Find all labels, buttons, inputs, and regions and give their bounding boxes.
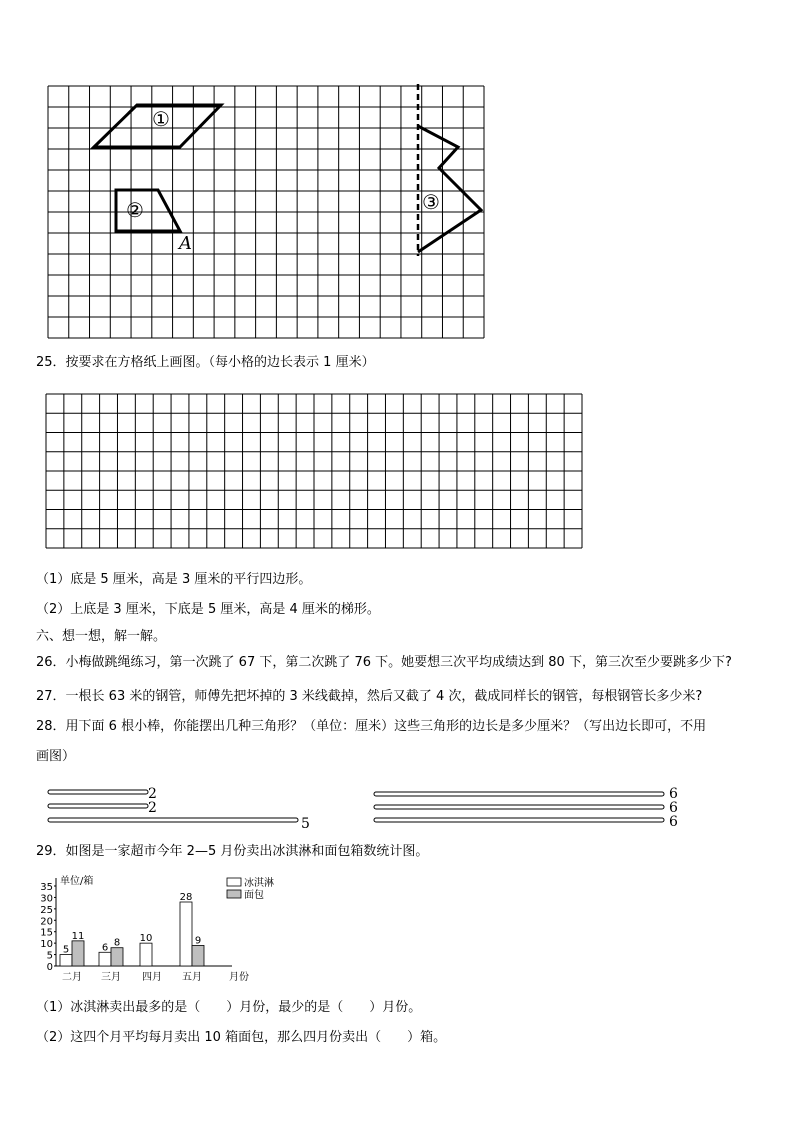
bar-icecream: [140, 943, 152, 966]
legend-swatch: [227, 878, 241, 886]
bar-icecream: [180, 902, 192, 966]
stick-6cm-a: [374, 792, 664, 796]
question-29: 29．如图是一家超市今年 2—5 月份卖出冰淇淋和面包箱数统计图。: [36, 844, 429, 859]
y-tick-label: 0: [46, 962, 53, 973]
shape-2-label: ②: [126, 198, 144, 222]
question-29-sub-1: （1）冰淇淋卖出最多的是（ ）月份，最少的是（ ）月份。: [36, 1000, 422, 1015]
y-tick-label: 25: [40, 904, 53, 916]
stick-2cm-a: [48, 790, 148, 794]
stick-label: 2: [148, 786, 157, 802]
bar-chart: [34, 872, 274, 984]
bar-value-label: 5: [62, 944, 70, 956]
question-27: 27．一根长 63 米的钢管，师傅先把坏掉的 3 米线截掉，然后又截了 4 次，截成同样长的钢管，每根钢管长多少米?: [36, 689, 703, 704]
bar-value-label: 9: [194, 935, 202, 947]
question-25-title: 25．按要求在方格纸上画图。（每小格的边长表示 1 厘米）: [36, 355, 375, 370]
bar-value-label: 28: [179, 892, 193, 903]
section-6-title: 六、想一想，解一解。: [36, 629, 167, 644]
question-28-line-2: 画图）: [36, 749, 76, 764]
bar-value-label: 10: [139, 933, 153, 945]
point-a-label: A: [179, 233, 192, 254]
stick-label: 2: [148, 800, 157, 816]
stick-6cm-c: [374, 818, 664, 822]
y-tick-label: 5: [46, 950, 53, 962]
question-28-line-1: 28．用下面 6 根小棒，你能摆出几种三角形？（单位：厘米）这些三角形的边长是多少厘米？（写出边长即可，不用: [36, 719, 707, 734]
unit-label: 单位/箱: [60, 876, 94, 887]
question-25-task-1: （1）底是 5 厘米，高是 3 厘米的平行四边形。: [36, 572, 312, 587]
drawing-grid[interactable]: [44, 392, 584, 550]
legend-label: 冰淇淋: [244, 878, 274, 889]
sticks-figure: [40, 784, 700, 832]
stick-label: 6: [669, 814, 678, 830]
stick-5cm: [48, 818, 298, 822]
y-tick-label: 35: [40, 882, 53, 893]
y-tick-label: 30: [40, 893, 53, 905]
stick-2cm-b: [48, 804, 148, 808]
bar-icecream: [60, 955, 72, 966]
category-label: 四月: [142, 972, 162, 983]
bar-bread: [111, 948, 123, 966]
shape-grid-figure: [46, 84, 486, 340]
shape-3-label: ③: [422, 190, 440, 214]
question-29-sub-2: （2）这四个月平均每月卖出 10 箱面包，那么四月份卖出（ ）箱。: [36, 1030, 447, 1045]
question-26: 26．小梅做跳绳练习，第一次跳了 67 下，第二次跳了 76 下。她要想三次平均成绩达到 80 下，第三次至少要跳多少下?: [36, 655, 732, 670]
y-tick-label: 10: [40, 939, 53, 951]
shape-1-label: ①: [152, 107, 170, 131]
stick-label: 6: [669, 800, 678, 816]
legend-label: 面包: [244, 890, 264, 901]
category-label: 五月: [182, 972, 202, 983]
category-label: 二月: [62, 972, 82, 983]
bar-bread: [192, 945, 204, 966]
question-25-task-2: （2）上底是 3 厘米，下底是 5 厘米，高是 4 厘米的梯形。: [36, 602, 380, 617]
bar-icecream: [99, 952, 111, 966]
x-axis-label: 月份: [229, 972, 249, 983]
bar-value-label: 6: [101, 942, 109, 954]
bar-value-label: 8: [113, 937, 121, 949]
stick-label: 6: [669, 786, 678, 802]
stick-label: 5: [301, 816, 310, 832]
y-tick-label: 15: [40, 927, 53, 939]
bar-bread: [72, 941, 84, 966]
category-label: 三月: [101, 972, 121, 983]
legend-swatch: [227, 890, 241, 898]
bar-value-label: 11: [71, 930, 85, 942]
stick-6cm-b: [374, 805, 664, 809]
y-tick-label: 20: [40, 916, 53, 928]
